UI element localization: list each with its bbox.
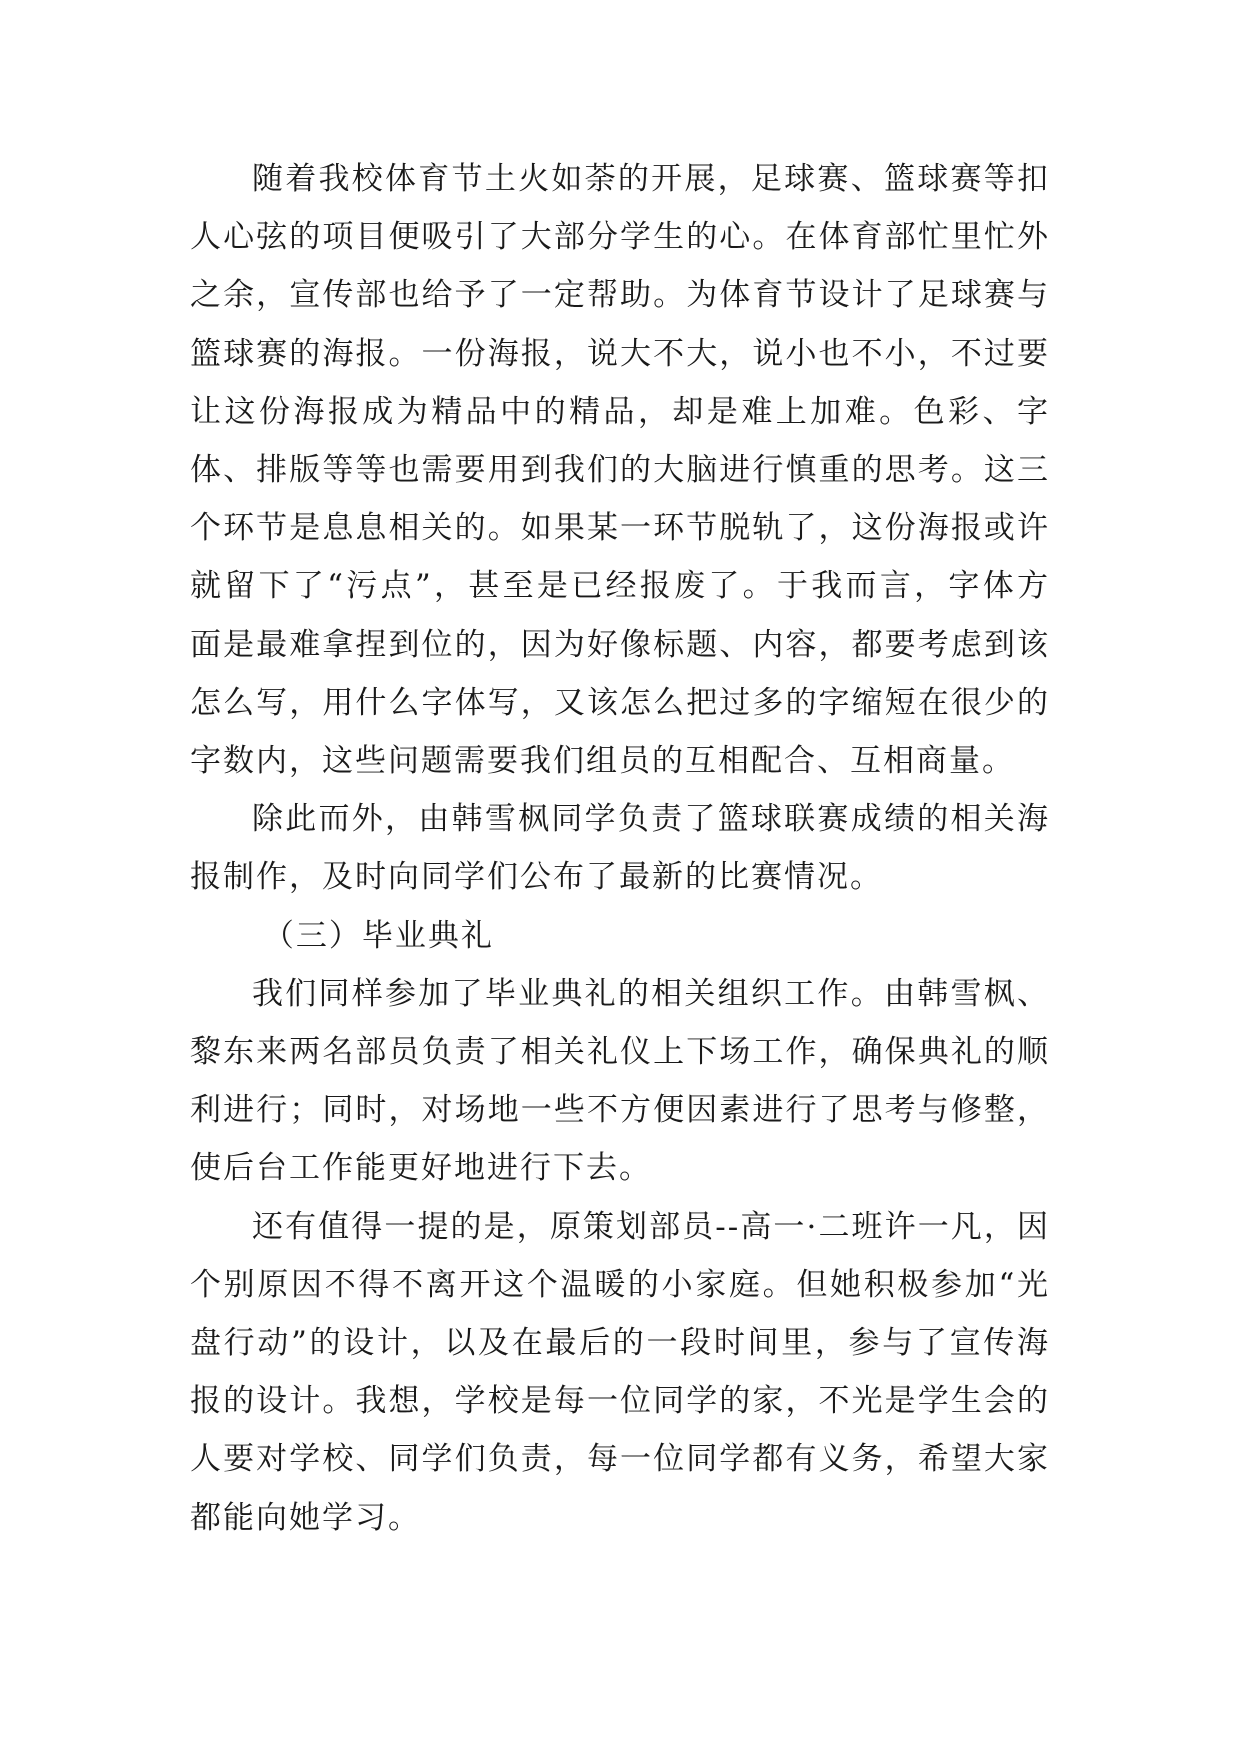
paragraph-graduation-work: 我们同样参加了毕业典礼的相关组织工作。由韩雪枫、黎东来两名部员负责了相关礼仪上下场工作，确保典礼的顺利进行；同时，对场地一些不方便因素进行了思考与修整，使后台工作能更好地进行下去。 (190, 975, 1050, 1187)
document-body (190, 150, 1050, 1547)
paragraph-basketball-poster: 除此而外，由韩雪枫同学负责了篮球联赛成绩的相关海报制作，及时向同学们公布了最新的比赛情况。 (190, 801, 1050, 896)
section-heading-graduation: （三）毕业典礼 (262, 917, 494, 954)
paragraph-former-member: 还有值得一提的是，原策划部员--高一·二班许一凡，因个别原因不得不离开这个温暖的小家庭。但她积极参加“光盘行动”的设计，以及在最后的一段时间里，参与了宣传海报的设计。我想，学校是每一位同学的家，不光是学生会的人要对学校、同学们负责，每一位同学都有义务，希望大家都能向她学习。 (190, 1208, 1050, 1536)
paragraph-sports-festival-posters: 随着我校体育节土火如荼的开展，足球赛、篮球赛等扣人心弦的项目便吸引了大部分学生的心。在体育部忙里忙外之余，宣传部也给予了一定帮助。为体育节设计了足球赛与篮球赛的海报。一份海报，说大不大，说小也不小，不过要让这份海报成为精品中的精品，却是难上加难。色彩、字体、排版等等也需要用到我们的大脑进行慎重的思考。这三个环节是息息相关的。如果某一环节脱轨了，这份海报或许就留下了“污点”，甚至是已经报废了。于我而言，字体方面是最难拿捏到位的，因为好像标题、内容，都要考虑到该怎么写，用什么字体写，又该怎么把过多的字缩短在很少的字数内，这些问题需要我们组员的互相配合、互相商量。 (190, 161, 1050, 780)
